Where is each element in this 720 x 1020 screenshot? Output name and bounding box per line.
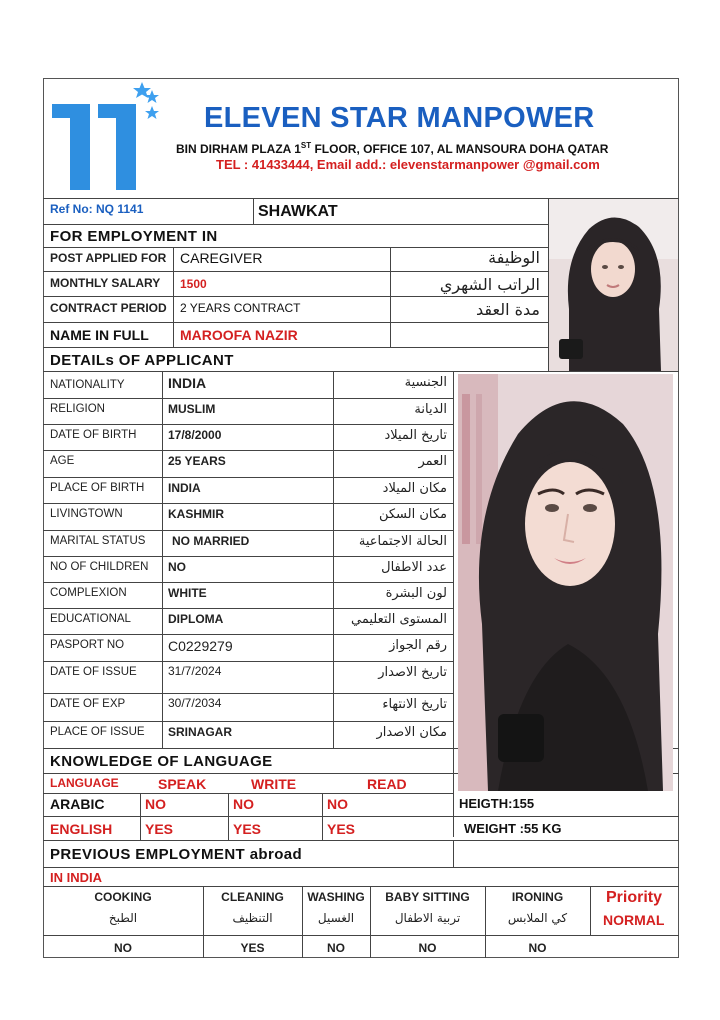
detail-label: DATE OF BIRTH	[50, 429, 137, 441]
language-heading: KNOWLEDGE OF LANGUAGE	[50, 753, 273, 770]
detail-arabic: مكان الميلاد	[382, 481, 447, 496]
detail-arabic: تاريخ الميلاد	[384, 428, 447, 443]
detail-label: EDUCATIONAL	[50, 613, 131, 625]
detail-arabic: مكان الاصدار	[376, 725, 447, 740]
detail-label: PLACE OF BIRTH	[50, 482, 145, 494]
detail-arabic: المستوى التعليمي	[351, 612, 447, 627]
detail-value: 17/8/2000	[168, 428, 222, 442]
lang-arabic-write: NO	[233, 796, 254, 812]
detail-value: INDIA	[168, 375, 207, 391]
detail-label: NATIONALITY	[50, 379, 125, 391]
detail-value: DIPLOMA	[168, 612, 224, 626]
detail-value: KASHMIR	[168, 507, 224, 521]
priority-label: Priority	[606, 889, 663, 906]
lang-col-read: READ	[367, 776, 407, 792]
skill-value: NO	[528, 941, 547, 955]
detail-value: NO MARRIED	[172, 534, 250, 548]
salary-arabic: الراتب الشهري	[439, 275, 540, 294]
post-label: POST APPLIED FOR	[50, 251, 167, 265]
company-address: BIN DIRHAM PLAZA 1ST FLOOR, OFFICE 107, AL MANSOURA DOHA QATAR	[176, 141, 609, 156]
detail-value: MUSLIM	[168, 402, 216, 416]
skill-name: BABY SITTING	[385, 890, 470, 904]
name-label: NAME IN FULL	[50, 327, 149, 343]
lang-arabic-read: NO	[327, 796, 348, 812]
priority-value: NORMAL	[603, 912, 665, 928]
skill-name: CLEANING	[221, 890, 284, 904]
contract-label: CONTRACT PERIOD	[50, 301, 167, 315]
lang-arabic-speak: NO	[145, 796, 166, 812]
detail-label: AGE	[50, 455, 75, 467]
name-value: MAROOFA NAZIR	[180, 327, 298, 343]
post-arabic: الوظيفة	[488, 248, 540, 267]
skill-value: NO	[114, 941, 132, 955]
lang-col-write: WRITE	[251, 776, 297, 792]
ref-number: Ref No: NQ 1141	[50, 202, 144, 216]
lang-col-language: LANGUAGE	[50, 776, 119, 790]
lang-col-speak: SPEAK	[158, 776, 207, 792]
detail-label: LIVINGTOWN	[50, 508, 123, 520]
detail-arabic: مكان السكن	[378, 507, 447, 522]
detail-value: INDIA	[168, 481, 201, 495]
applicant-photo-large	[458, 374, 673, 791]
skill-arabic: الطبخ	[108, 911, 138, 925]
weight-value: WEIGHT :55 KG	[464, 821, 562, 836]
employment-heading: FOR EMPLOYMENT IN	[50, 228, 218, 245]
detail-arabic: رقم الجواز	[389, 638, 447, 653]
detail-arabic: الجنسية	[404, 375, 447, 390]
detail-label: PLACE OF ISSUE	[50, 726, 145, 738]
detail-value: 31/7/2024	[168, 664, 222, 678]
detail-label: MARITAL STATUS	[50, 535, 146, 547]
detail-value: SRINAGAR	[168, 725, 233, 739]
lang-english-speak: YES	[145, 821, 174, 837]
detail-arabic: لون البشرة	[385, 586, 447, 601]
skill-arabic: تربية الاطفال	[394, 911, 461, 925]
details-heading: DETAILs OF APPLICANT	[50, 352, 234, 369]
company-name: ELEVEN STAR MANPOWER	[204, 102, 595, 134]
contract-value: 2 YEARS CONTRACT	[180, 301, 301, 315]
detail-arabic: الديانة	[414, 402, 447, 417]
skill-value: NO	[327, 941, 345, 955]
skill-name: COOKING	[94, 890, 152, 904]
skill-value: YES	[240, 941, 265, 955]
detail-arabic: تاريخ الاصدار	[378, 665, 447, 680]
company-contact: TEL : 41433444, Email add.: elevenstarmanpower @gmail.com	[216, 157, 600, 172]
skill-arabic: كي الملابس	[507, 911, 568, 925]
salary-value: 1500	[180, 277, 207, 291]
detail-arabic: الحالة الاجتماعية	[358, 534, 447, 549]
previous-location: IN INDIA	[50, 870, 102, 885]
salary-label: MONTHLY SALARY	[50, 276, 161, 290]
skill-arabic: التنظيف	[232, 911, 273, 925]
detail-arabic: تاريخ الانتهاء	[382, 697, 447, 712]
height-value: HEIGTH:155	[459, 796, 535, 811]
detail-value: NO	[168, 560, 186, 574]
lang-arabic-name: ARABIC	[50, 796, 105, 812]
detail-arabic: العمر	[418, 454, 447, 469]
detail-value: 25 YEARS	[168, 454, 226, 468]
detail-label: DATE OF EXP	[50, 698, 126, 710]
surname: SHAWKAT	[258, 203, 338, 220]
post-value: CAREGIVER	[180, 250, 263, 266]
applicant-photo-small	[549, 199, 678, 371]
detail-value: 30/7/2034	[168, 696, 222, 710]
skill-arabic: الغسيل	[317, 911, 355, 925]
detail-label: PASPORT NO	[50, 639, 125, 651]
skill-name: IRONING	[511, 890, 564, 904]
lang-english-read: YES	[327, 821, 356, 837]
detail-value: WHITE	[168, 586, 207, 600]
skill-name: WASHING	[307, 890, 365, 904]
contract-arabic: مدة العقد	[476, 300, 540, 319]
detail-label: RELIGION	[50, 403, 105, 415]
previous-heading: PREVIOUS EMPLOYMENT abroad	[50, 846, 303, 863]
detail-arabic: عدد الاطفال	[381, 560, 447, 575]
lang-english-write: YES	[233, 821, 262, 837]
detail-label: DATE OF ISSUE	[50, 666, 137, 678]
detail-label: COMPLEXION	[50, 587, 127, 599]
detail-value: C0229279	[168, 638, 233, 654]
skill-value: NO	[418, 941, 437, 955]
lang-english-name: ENGLISH	[50, 821, 113, 837]
detail-label: NO OF CHILDREN	[50, 561, 149, 573]
